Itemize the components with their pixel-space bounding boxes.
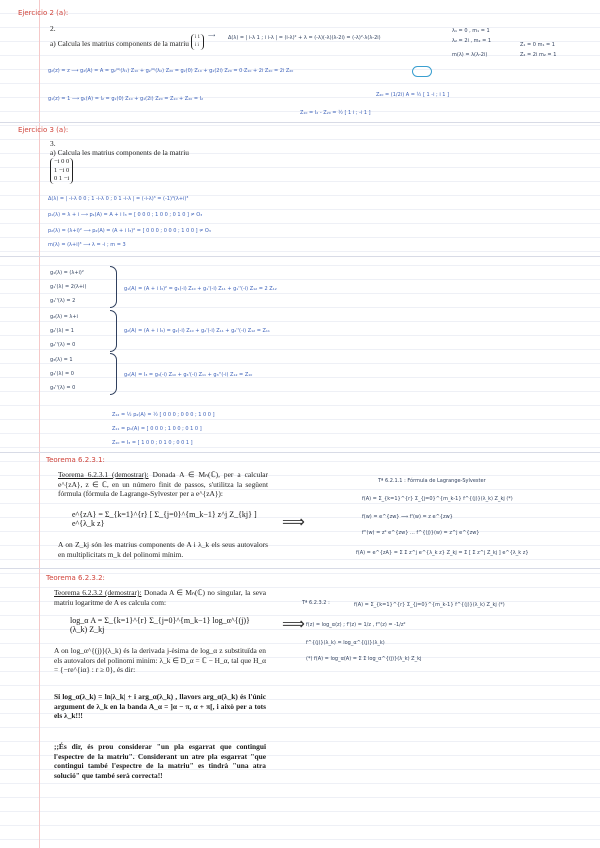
- ex2-delta-expression: Δ(λ) = | i-λ 1 ; i i-λ | = (i-λ)² + λ = (-λ)(-λ)(λ-2i) = (-λ)²·λ(λ-2i): [228, 35, 381, 41]
- thm1-note-line: f(w) = e^{zw} ⟹ f'(w) = z e^{zw}: [362, 514, 453, 520]
- ex3-matrix-row: 0 1 −i: [54, 175, 70, 182]
- ex3-line: m(λ) = (λ+i)³ ⟶ λ = -i ; m = 3: [48, 242, 126, 248]
- ex3-g-item: g₃''(λ) = 0: [50, 385, 76, 391]
- ex3-matrix: [50, 158, 73, 184]
- thm2-note-line: f^{(j)}(λ_k) = log_α^{(j)}(λ_k): [306, 640, 385, 646]
- thm1-note-title: Tª 6.2.1.1 : Fórmula de Lagrange-Sylvester: [378, 478, 486, 484]
- ex2-eigen-note: m(λ) = λ(λ-2i): [452, 52, 488, 58]
- ex3-g-item: g₂''(λ) = 0: [50, 342, 76, 348]
- ex3-z-final: Z₁₀ = I₃ = [ 1 0 0 ; 0 1 0 ; 0 0 1 ]: [112, 440, 193, 446]
- thm2-text2: A on log_α^{(j)}(λ_k) és la derivada j-èsima de log_α z substituïda en els autovalors del polinomi minim: λ_k ∈ D_α = ℂ − H_α, tal que H_α = {−re^{iα} : r ≥ 0}, és dir:: [54, 646, 266, 675]
- ex2-highlight-circle: [412, 66, 432, 77]
- ex2-line-g1: g₁(z) = 1 ⟶ g₁(A) = I₂ = g₁(0) Z₁₀ + g₁(2i) Z₂₀ = Z₁₀ + Z₂₀ = I₂: [48, 96, 204, 102]
- ex2-z-result: Z₂ = 2i m₂ = 1: [520, 52, 557, 58]
- thm2-note-line: f(z) = log_α(z) ; f'(z) = 1/z , f''(z) = -1/z²: [306, 622, 406, 628]
- thm2-text: Donada A ∈ Mₙ(ℂ) no singular, la seva matriu logaritme de A es calcula com:: [54, 588, 266, 607]
- thm2-note-line: (*) f(A) = log_α(A) = Σ Σ log_α^{(j)}(λ_k) Z_kj: [306, 656, 422, 662]
- thm2-implies-arrow: ⟹: [282, 614, 305, 633]
- ex3-matrix-bracket: [50, 158, 73, 184]
- ex3-g-item: g₃'(λ) = 0: [50, 371, 74, 377]
- ex2-line-g2: g₂(z) = z ⟶ g₂(A) = A = g₂⁽⁰⁾(λ₁) Z₁₀ + g₂⁽⁰⁾(λ₂) Z₂₀ = g₂(0) Z₁₀ + g₂(2i) Z₂₀ = 0·Z₁₀ + 2i Z₂₀ = 2i Z₂₀: [48, 68, 294, 74]
- ex3-brace: [110, 353, 117, 395]
- ex3-g-result: g₂(A) = (A + i I₃) = g₂(-i) Z₁₀ + g₂'(-i) Z₁₁ + g₂''(-i) Z₁₂ = Z₁₁: [124, 328, 270, 334]
- ex3-g-result: g₁(A) = (A + i I₃)² = g₁(-i) Z₁₀ + g₁'(-i) Z₁₁ + g₁''(-i) Z₁₂ = 2 Z₁₂: [124, 286, 277, 292]
- ex3-g-result: g₃(A) = I₃ = g₃(-i) Z₁₀ + g₃'(-i) Z₁₁ + g₃''(-i) Z₁₂ = Z₁₀: [124, 372, 253, 378]
- thm2-body: [54, 588, 266, 607]
- ex2-matrix: [191, 34, 204, 50]
- ex3-g-item: g₂'(λ) = 1: [50, 328, 74, 334]
- ex2-eigen-note: λ₂ = 2i , m₂ = 1: [452, 38, 492, 44]
- thm2-title: Teorema 6.2.3.2 (demostrar):: [54, 588, 142, 597]
- section-divider: [0, 122, 600, 123]
- ex3-g-item: g₁'(λ) = 2(λ+i): [50, 284, 87, 290]
- ex2-eigen-note: λ₁ = 0 , m₁ = 1: [452, 28, 490, 34]
- ex2-statement-text: a) Calcula les matrius components de la matriu: [50, 39, 189, 48]
- ex3-line: Δ(λ) = | -i-λ 0 0 ; 1 -i-λ 0 ; 0 1 -i-λ | = (-i-λ)³ = (-1)³(λ+i)³: [48, 196, 189, 202]
- thm1-header: Teorema 6.2.3.1:: [46, 456, 105, 464]
- ex3-z-final: Z₁₂ = ½ p₂(A) = ½ [ 0 0 0 ; 0 0 0 ; 1 0 0 ]: [112, 412, 215, 418]
- ex3-matrix-row: 1 −i 0: [54, 166, 70, 174]
- thm2-note-line: f(A) = Σ_{k=1}^{r} Σ_{j=0}^{m_k-1} f^{(j)}(λ_k) Z_kj (*): [354, 602, 505, 608]
- section-divider: [0, 568, 600, 569]
- ex3-brace: [110, 310, 117, 352]
- ex2-header: Ejercicio 2 (a):: [18, 9, 69, 17]
- ex3-g-item: g₃(λ) = 1: [50, 357, 73, 363]
- section-divider: [0, 452, 600, 453]
- ex2-number: 2.: [50, 24, 56, 33]
- section-divider: [0, 256, 600, 257]
- thm1-body: [58, 470, 268, 499]
- ex2-z10-definition: Z₁₀ = I₂ - Z₂₀ = ½ [ 1 i ; -i 1 ]: [300, 110, 371, 116]
- thm1-note-line: f(A) = Σ_{k=1}^{r} Σ_{j=0}^{m_k-1} f^{(j)}(λ_k) Z_kj (*): [362, 496, 513, 502]
- ex3-g-item: g₂(λ) = λ+i: [50, 314, 78, 320]
- thm2-formula: log_α A = Σ_{k=1}^{r} Σ_{j=0}^{m_k−1} log_α^{(j)}(λ_k) Z_kj: [70, 616, 250, 634]
- thm1-title: Teorema 6.2.3.1 (demostrar):: [58, 470, 149, 479]
- thm1-implies-arrow: ⟹: [282, 512, 305, 531]
- thm2-note-title: Tª 6.2.3.2 :: [302, 600, 330, 606]
- thm1-formula: e^{zA} = Σ_{k=1}^{r} [ Σ_{j=0}^{m_k−1} z^j Z_{kj} ] e^{λ_k z}: [72, 510, 257, 528]
- ex3-header: Ejercicio 3 (a):: [18, 126, 69, 134]
- ex2-matrix-row: i i: [194, 43, 199, 48]
- ex3-matrix-row: −i 0 0: [54, 158, 70, 165]
- thm1-note-line: f(A) = e^{zA} = Σ Σ z^j e^{λ_k z} Z_kj = Σ [ Σ z^j Z_kj ] e^{λ_k z}: [356, 550, 529, 556]
- thm2-bold-remark: ;;És dir, és prou considerar "un pla esgarrat que contingui l'espectre de la matriu". Considerant un atre pla esgarrat "que contingui també l'espectre de la matriu" es tindrà "una atra solució" que també serà correcta!!: [54, 742, 266, 780]
- ex3-g-item: g₁(λ) = (λ+i)²: [50, 270, 84, 276]
- thm1-text2: A on Z_kj són les matrius components de A i λ_k els seus autovalors en multiplicitats m_k del polinomi mínim.: [58, 540, 268, 559]
- ex3-g-item: g₁''(λ) = 2: [50, 298, 76, 304]
- ex3-z-final: Z₁₁ = p₁(A) = [ 0 0 0 ; 1 0 0 ; 0 1 0 ]: [112, 426, 202, 432]
- thm1-text: Donada A ∈ Mₙ(ℂ), per a calcular e^{zA}, z ∈ ℂ, en un número finit de passos, s'utilitza la següent fórmula (fórmula de Lagrange-Sylvester per a e^{zA}):: [58, 470, 268, 499]
- ex3-line: p₂(λ) = (λ+i)² ⟶ p₂(A) = (A + i I₃)² = [ 0 0 0 ; 0 0 0 ; 1 0 0 ] ≠ O₃: [48, 228, 211, 234]
- ex3-brace: [110, 266, 117, 308]
- thm2-header: Teorema 6.2.3.2:: [46, 574, 105, 582]
- ex3-line: p₁(λ) = λ + i ⟶ p₁(A) = A + i I₃ = [ 0 0 0 ; 1 0 0 ; 0 1 0 ] ≠ O₃: [48, 212, 203, 218]
- thm1-note-line: f''(w) = z² e^{zw} ... f^{(j)}(w) = z^j e^{zw}: [362, 530, 480, 536]
- ex3-number: 3.: [50, 139, 56, 148]
- ex2-matrix-row: i 1: [194, 35, 200, 40]
- ex2-z-result: Z₁ = 0 m₁ = 1: [520, 42, 555, 48]
- ex3-statement: a) Calcula les matrius components de la matriu: [50, 148, 189, 157]
- ex2-z20-definition: Z₂₀ = (1/2i) A = ½ [ 1 -i ; i 1 ]: [376, 92, 450, 98]
- thm2-bold-note: Si log_α(λ_k) = ln|λ_k| + i arg_α(λ_k) , llavors arg_α(λ_k) és l'únic argument de λ_k en la banda A_α = ]α − π, α + π[, i això per a tots els λ_k!!!: [54, 692, 266, 721]
- ex2-arrow: ⟶: [208, 33, 216, 39]
- ex2-statement: [50, 34, 204, 50]
